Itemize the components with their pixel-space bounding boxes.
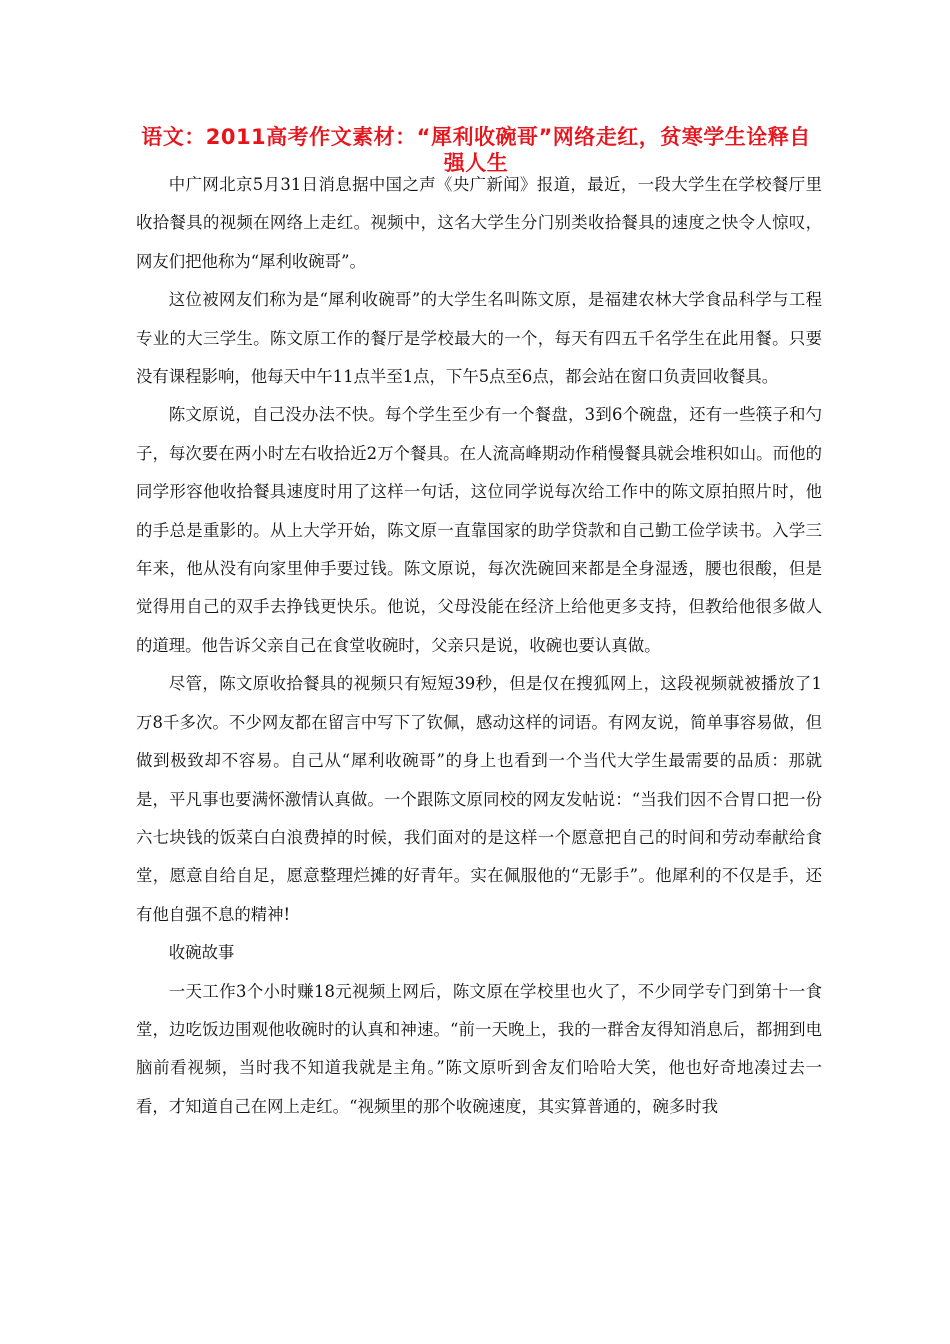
paragraph-2: 这位被网友们称为是“犀利收碗哥”的大学生名叫陈文原，是福建农林大学食品科学与工程专业的大三学生。陈文原工作的餐厅是学校最大的一个，每天有四五千名学生在此用餐。只要没有课程影响，他每天中午11点半至1点，下午5点至6点，都会站在窗口负责回收餐具。 [136,290,822,387]
section-heading: 收碗故事 [168,943,235,963]
paragraph-3: 陈文原说，自己没办法不快。每个学生至少有一个餐盘，3到6个碗盘，还有一些筷子和勺子，每次要在两小时左右收拾近2万个餐具。在人流高峰期动作稍慢餐具就会堆积如山。而他的同学形容他收拾餐具速度时用了这样一句话，这位同学说每次给工作中的陈文原拍照片时，他的手总是重影的。从上大学开始，陈文原一直靠国家的助学贷款和自己勤工俭学读书。入学三年来，他从没有向家里伸手要过钱。陈文原说，每次洗碗回来都是全身湿透，腰也很酸，但是觉得用自己的双手去挣钱更快乐。他说，父母没能在经济上给他更多支持，但教给他很多做人的道理。他告诉父亲自己在食堂收碗时，父亲只是说，收碗也要认真做。 [136,405,822,655]
paragraph-4: 尽管，陈文原收拾餐具的视频只有短短39秒，但是仅在搜狐网上，这段视频就被播放了1万8千多次。不少网友都在留言中写下了钦佩，感动这样的词语。有网友说，简单事容易做，但做到极致却不容易。自己从“犀利收碗哥”的身上也看到一个当代大学生最需要的品质：那就是，平凡事也要满怀激情认真做。一个跟陈文原同校的网友发帖说：“当我们因不合胃口把一份六七块钱的饭菜白白浪费掉的时候，我们面对的是这样一个愿意把自己的时间和劳动奉献给食堂，愿意自给自足，愿意整理烂摊的好青年。实在佩服他的“无影手”。他犀利的不仅是手，还有他自强不息的精神! [136,674,822,924]
paragraph-5: 一天工作3个小时赚18元视频上网后，陈文原在学校里也火了，不少同学专门到第十一食堂，边吃饭边围观他收碗时的认真和神速。“前一天晚上，我的一群舍友得知消息后，都拥到电脑前看视频，当时我不知道我就是主角。”陈文原听到舍友们哈哈大笑，他也好奇地凑过去一看，才知道自己在网上走红。“视频里的那个收碗速度，其实算普通的，碗多时我 [136,981,822,1116]
paragraph-1: 中广网北京5月31日消息据中国之声《央广新闻》报道，最近，一段大学生在学校餐厅里收拾餐具的视频在网络上走红。视频中，这名大学生分门别类收拾餐具的速度之快令人惊叹，网友们把他称为“犀利收碗哥”。 [136,175,822,271]
document-title: 语文：2011高考作文素材：“犀利收碗哥”网络走红，贫寒学生诠释自强人生 [141,125,811,175]
article-body [136,166,822,1126]
